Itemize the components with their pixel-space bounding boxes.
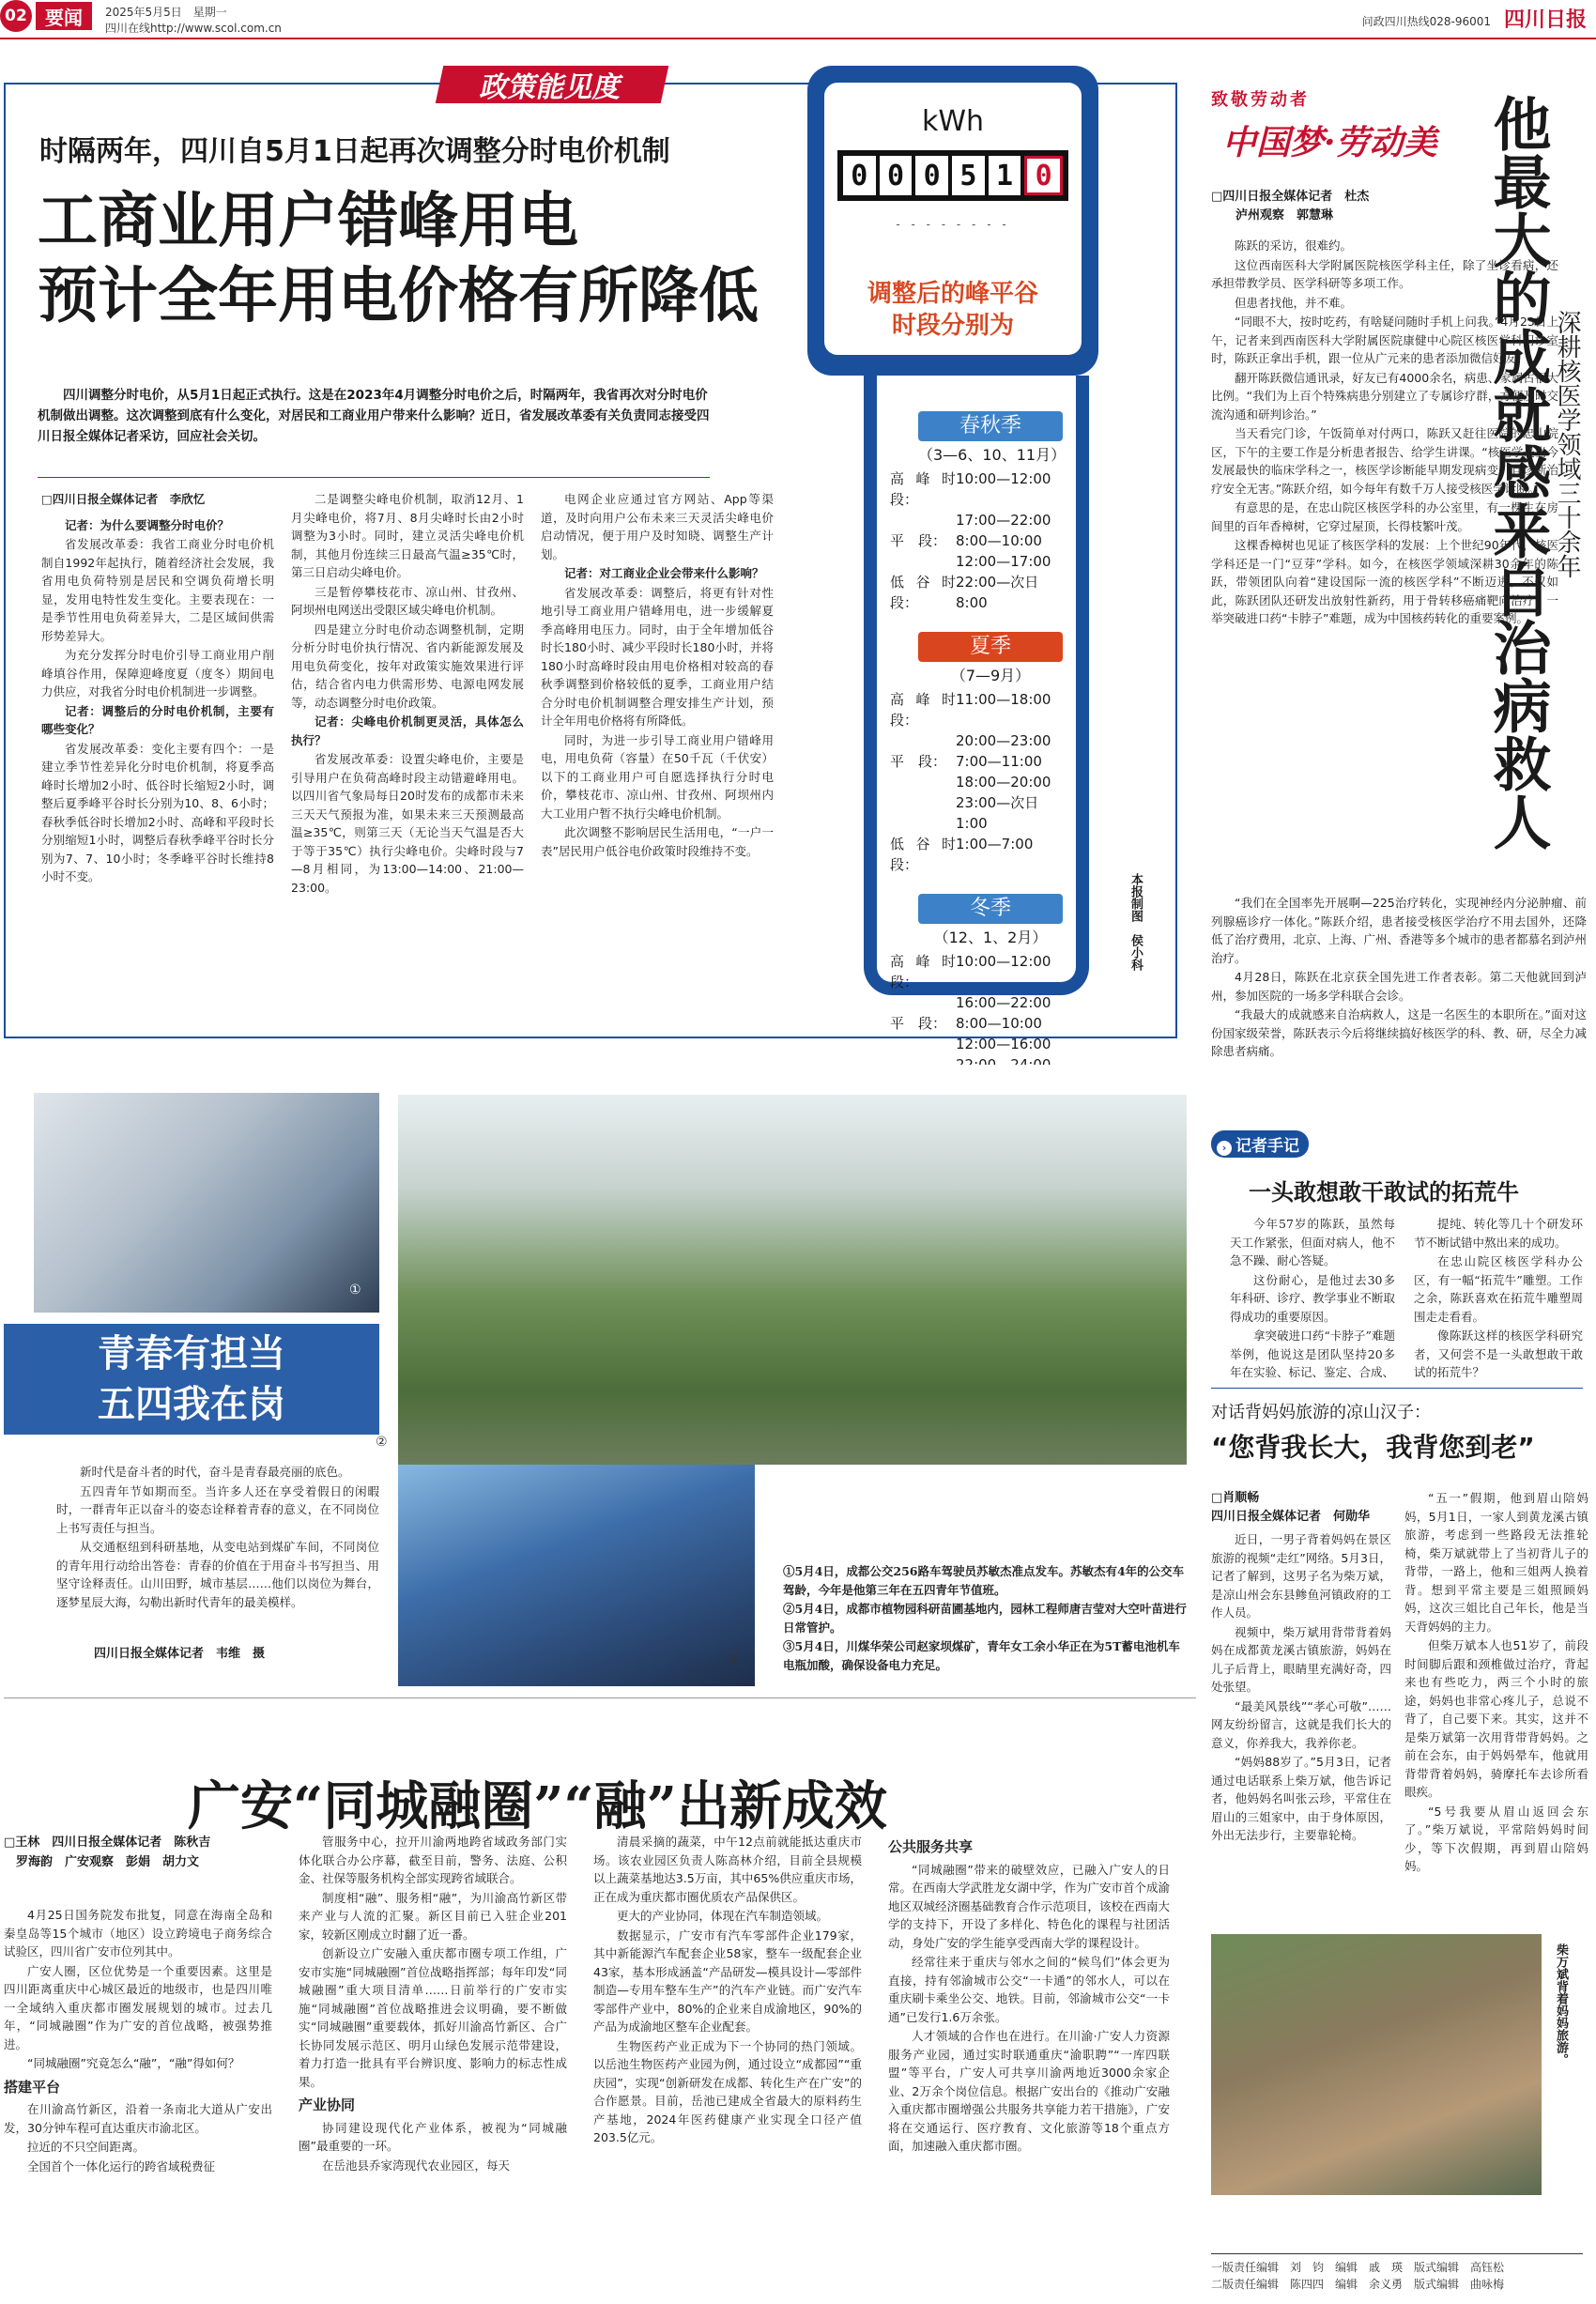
paragraph: “我们在全国率先开展啊—225治疗转化，实现神经内分泌肿瘤、前列腺癌诊疗一体化。”陈跃介绍，患者接受核医学治疗不用去国外，还降低了治疗费用，北京、上海、广州、香港等多个城市的患者都慕名到泸州治疗。 (1211, 896, 1588, 965)
tariff-hours: 12:00—16:00 (956, 1036, 1051, 1052)
right-story-body (1211, 237, 1558, 629)
tariff-period (890, 1034, 956, 1054)
season-months: （3—6、10、11月） (918, 446, 1067, 464)
tariff-period (890, 792, 956, 834)
paragraph: 省发展改革委：我省工商业分时电价机制自1992年起执行，随着经济社会发展，我省用电负荷特别是居民和空调负荷增长明显，发用电特性发生变化。主要表现在：一是季节性用电负荷差异大，二是区域间供需形势差异大。 (41, 537, 274, 643)
paragraph: 三是暂停攀枝花市、凉山州、甘孜州、阿坝州电网送出受限区域尖峰电价机制。 (291, 584, 524, 617)
paragraph: ②5月4日，成都市植物园科研苗圃基地内，园林工程师唐吉莹对大空叶苗进行日常管护。 (783, 1602, 1187, 1635)
paragraph: 记者：为什么要调整分时电价？ (65, 517, 230, 532)
paragraph: 今年57岁的陈跃，虽然每天工作紧张，但面对病人，他不急不躁、耐心答疑。 (1230, 1217, 1395, 1267)
meter-digit: 0 (843, 156, 876, 195)
youth-banner-line-1: 青春有担当 (98, 1332, 285, 1375)
tariff-hours: 1:00—7:00 (956, 836, 1034, 852)
series-logo: 中国梦·劳动美 (1222, 123, 1437, 162)
tariff-row (890, 772, 1068, 792)
meter-unit: kWh (921, 105, 985, 138)
tariff-period: 低谷时段： (890, 836, 956, 873)
paragraph: 陈跃的采访，很难约。 (1235, 238, 1353, 253)
meter-display (837, 150, 1068, 201)
tariff-period (890, 730, 956, 751)
trip-column-2 (1404, 1489, 1588, 1877)
paragraph: 拿突破进口药“卡脖子”难题举例，他说这是团队坚持20多年在实验、标记、鉴定、合成、 (1230, 1329, 1395, 1379)
tariff-block (890, 411, 1068, 613)
paragraph: 在岳池县乔家湾现代农业园区，每天 (322, 2158, 511, 2173)
headline-line-1: 工商业用户错峰用电 (38, 187, 578, 256)
paragraph: 近日，一男子背着妈妈在景区旅游的视频“走红”网络。5月3日，记者了解到，这男子名为柴万斌，是凉山州会东县鲹鱼河镇政府的工作人员。 (1211, 1532, 1391, 1620)
paragraph: 新时代是奋斗者的时代，奋斗是青春最亮丽的底色。 (80, 1465, 350, 1479)
feature-headline (38, 184, 759, 334)
tariff-period: 平 段： (890, 1015, 947, 1032)
tariff-row (890, 530, 1068, 551)
tariff-list (890, 411, 1068, 1135)
paragraph: “我最大的成就感来自治病救人，这是一名医生的本职所在。”面对这份国家级荣誉，陈跃表示今后将继续搞好核医学的科、教、研，尽全力减除患者病痛。 (1211, 1007, 1588, 1058)
paragraph: 四是建立分时电价动态调整机制，定期分析分时电价执行情况、省内新能源发展及用电负荷变化，按年对政策实施效果进行评估，结合省内电力供需形势、电源电网发展等，动态调整分时电价政策。 (291, 622, 524, 710)
notes-tag-icon: › (1217, 1141, 1232, 1156)
paragraph: 管服务中心，拉开川渝两地跨省域政务部门实体化联合办公序幕，截至目前，警务、法庭、公积金、社保等服务机构全部实现跨省域联合。 (299, 1835, 567, 1885)
tariff-period: 高峰时段： (890, 953, 956, 991)
tariff-hours: 10:00—12:00 (956, 470, 1051, 487)
paragraph: 数据显示，广安市有汽车零部件企业179家，其中新能源汽车配套企业58家，整车一级配套企业43家，基本形成涵盖“产品研发—模具设计—零部件制造—专用车整车生产”的汽车产业链。而广安汽车零部件产业中，80%的企业来自成渝地区，90%的产品为成渝地区整车企业配套。 (593, 1928, 862, 2034)
photo-captions (783, 1562, 1190, 1675)
guangan-subhead-1: 搭建平台 (4, 2078, 61, 2096)
paragraph: 此次调整不影响居民生活用电，“一户一表”居民用户低谷电价政策时段维持不变。 (541, 825, 774, 858)
tariff-period (890, 510, 956, 530)
paragraph: 同时，为进一步引导工商业用户错峰用电，用电负荷（容量）在50千瓦（千伏安）以下的工商业用户可自愿选择执行分时电价，攀枝花市、凉山州、甘孜州、阿坝州内大工业用户暂不执行尖峰电价机制。 (541, 732, 774, 821)
tariff-row (890, 572, 1068, 613)
tariff-row (890, 1034, 1068, 1054)
meter-digit: 1 (989, 156, 1021, 195)
tariff-row (890, 689, 1068, 730)
tariff-row (890, 510, 1068, 530)
photo-bus-driver (34, 1093, 379, 1313)
guangan-column-1-body-b (4, 2100, 272, 2175)
tariff-row (890, 730, 1068, 751)
paragraph: 4月28日，陈跃在北京获全国先进工作者表彰。第二天他就回到泸州，参加医院的一场多学科联合会诊。 (1211, 970, 1587, 1003)
issue-date: 2025年5月5日 星期一 (105, 6, 227, 19)
tariff-row (890, 751, 1068, 772)
byline-line-1: □四川日报全媒体记者 杜杰 (1211, 190, 1370, 204)
paragraph: 但柴万斌本人也51岁了，前段时间脚后跟和颈椎做过治疗，背起来也有些吃力，两三个小时的旅途，妈妈也非常心疼儿子，总说不背了，自己要下来。其实，这并不是柴万斌第一次用背带背妈妈。之前在会东，由于妈妈晕车，他就用背带背着妈妈，骑摩托车去诊所看眼疾。 (1404, 1638, 1588, 1799)
tariff-hours: 23:00—次日1:00 (956, 794, 1039, 832)
tariff-period: 高峰时段： (890, 691, 956, 729)
notes-column-2 (1414, 1215, 1583, 1383)
youth-photo-credit: 四川日报全媒体记者 韦维 摄 (94, 1647, 266, 1661)
paragraph: 人才领域的合作也在进行。在川渝·广安人力资源服务产业园，通过实时联通重庆“渝职聘”“一库四联盟”等平台，广安人可共享川渝两地近3000余家企业、2万余个岗位信息。根据广安出台的《推动广安融入重庆都市圈增强公共服务共享能力若干措施》，广安将在交通运行、医疗教育、文化旅游等18个重点方面，加速融入重庆都市圈。 (888, 2029, 1170, 2153)
tariff-period (890, 992, 956, 1013)
photo-label-2: ② (376, 1435, 388, 1450)
paragraph: 更大的产业协同，体现在汽车制造领域。 (617, 1909, 829, 1923)
right-story-body-cont (1211, 894, 1587, 1062)
photo-coal-worker (398, 1465, 755, 1686)
guangan-column-2 (299, 1833, 567, 2175)
guangan-column-4 (888, 1833, 1170, 2157)
guangan-column-2-body (299, 1833, 567, 2091)
guangan-byline-2: 罗海韵 广安观察 彭娟 胡力文 (16, 1855, 200, 1869)
paragraph: “同城融圈”究竟怎么“融”，“融”得如何？ (27, 2056, 240, 2070)
photo-label-3: ③ (727, 1652, 739, 1667)
guangan-column-1-body (4, 1906, 272, 2073)
paragraph: 视频中，柴万斌用背带背着妈妈在成都黄龙溪古镇旅游，妈妈在儿子后背上，眼睛里充满好奇，四处张望。 (1211, 1624, 1391, 1694)
paragraph: ③5月4日，川煤华荣公司赵家坝煤矿，青年女工余小华正在为5T蓄电池机车电瓶加酸，确保设备电力充足。 (783, 1639, 1180, 1672)
feature-column-2 (291, 490, 524, 898)
notes-column-1 (1230, 1215, 1395, 1383)
guangan-byline (4, 1833, 210, 1872)
tariff-row (890, 834, 1068, 875)
paragraph: “最美风景线”“孝心可敬”……网友纷纷留言，这就是我们长大的意义，你养我大，我养你老。 (1211, 1698, 1391, 1750)
feature-tag: 政策能见度 (436, 66, 669, 103)
paragraph: 五四青年节如期而至。当许多人还在享受着假日的闲暇时，一群青年正以奋斗的姿态诠释着青春的意义，在不同岗位上书写责任与担当。 (56, 1483, 379, 1535)
trip-byline-2: 四川日报全媒体记者 何勋华 (1211, 1510, 1371, 1524)
hotline: 问政四川热线028-96001 (1361, 15, 1491, 28)
page-number: 02 (0, 0, 32, 32)
paragraph: 记者：尖峰电价机制更灵活，具体怎么执行？ (291, 714, 524, 747)
paragraph: 4月25日国务院发布批复，同意在海南全岛和秦皇岛等15个城市（地区）设立跨境电子商务综合试验区，四川省广安市位列其中。 (4, 1908, 272, 1958)
paragraph: 这位西南医科大学附属医院核医学科主任，除了坐诊看病，还承担带教学员、医学科研等多项工作。 (1211, 257, 1558, 290)
meter-digit: 0 (1024, 156, 1063, 195)
guangan-title: 广安“同城融圈”“融”出新成效 (188, 1775, 887, 1837)
youth-body (56, 1463, 379, 1612)
photo-label-1: ① (349, 1283, 361, 1298)
paragraph: 拉近的不只空间距离。 (27, 2140, 146, 2154)
tariff-hours: 10:00—12:00 (956, 953, 1051, 970)
tariff-hours: 8:00—10:00 (956, 1015, 1042, 1032)
youth-banner (4, 1324, 379, 1435)
section-divider (4, 1697, 1196, 1698)
paragraph: 这份耐心，是他过去30多年科研、诊疗、教学事业不断取得成功的重要原因。 (1230, 1272, 1395, 1324)
trip-title: “您背我长大，我背您到老” (1211, 1432, 1535, 1463)
feature-column-3 (541, 490, 774, 861)
notes-divider (1211, 1388, 1583, 1389)
paragraph: 记者：对工商业企业会带来什么影响？ (564, 566, 764, 580)
paragraph: 二是调整尖峰电价机制，取消12月、1月尖峰电价，将7月、8月尖峰时长由2小时调整为3小时。同时，建立灵活尖峰电价机制，其他月份连续三日最高气温≥35℃时，第三日启动尖峰电价。 (291, 492, 524, 579)
tariff-row (890, 951, 1068, 992)
tariff-period: 平 段： (890, 753, 947, 770)
trip-column-1 (1211, 1530, 1391, 1846)
paragraph: ①5月4日，成都公交256路车驾驶员苏敏杰准点发车。苏敏杰有4年的公交车驾龄，今年是他第三年在五四青年节值班。 (783, 1564, 1185, 1597)
paragraph: 全国首个一体化运行的跨省域税费征 (27, 2158, 216, 2173)
notes-tag (1211, 1130, 1309, 1158)
paragraph: 在川渝高竹新区，沿着一条南北大道从广安出发，30分钟车程可直达重庆市渝北区。 (4, 2102, 272, 2135)
feature-byline: □四川日报全媒体记者 李欣忆 (41, 492, 206, 506)
feature-kicker: 时隔两年，四川自5月1日起再次调整分时电价机制 (39, 135, 670, 168)
meter-scale: - - - - - - - - (896, 218, 1010, 231)
tariff-hours: 20:00—23:00 (956, 732, 1051, 749)
tariff-period (890, 772, 956, 792)
trip-kicker: 对话背妈妈旅游的凉山汉子： (1211, 1403, 1431, 1422)
guangan-column-1 (4, 1906, 272, 2176)
tariff-row (890, 1013, 1068, 1034)
paragraph: 记者：调整后的分时电价机制，主要有哪些变化？ (41, 703, 274, 736)
tariff-period: 高峰时段： (890, 470, 956, 508)
paragraph: 生物医药产业正成为下一个协同的热门领域。以岳池生物医药产业园为例，通过设立“成都园”“重庆园”，实现“创新研发在成都、转化生产在广安”的合作愿景。目前，岳池已建成全省最大的原料药生产基地，2024年医药健康产业实现全口径产值203.5亿元。 (593, 2038, 862, 2144)
paragraph: “五一”假期，他到眉山陪妈妈，5月1日，一家人到黄龙溪古镇旅游，考虑到一些路段无法推轮椅，柴万斌就带上了当初背儿子的背带，一路上，他和三姐两人换着背。想到平常主要是三姐照顾妈妈，这次三姐比自己年长，他是当天背妈妈的主力。 (1404, 1491, 1588, 1634)
feature-lead: 四川调整分时电价，从5月1日起正式执行。这是在2023年4月调整分时电价之后，时隔两年，我省再次对分时电价机制做出调整。这次调整到底有什么变化，对居民和工商业用户带来什么影响？近日，省发展改革委有关负责同志接受四川日报全媒体记者采访，回应社会关切。 (38, 388, 710, 444)
paragraph: 协同建设现代化产业体系，被视为“同城融圈”最重要的一环。 (299, 2120, 567, 2153)
paragraph: 广安人圈，区位优势是一个重要因素。这里是四川距离重庆中心城区最近的地级市，也是四川唯一全域纳入重庆都市圈发展规划的城市。过去几年，“同城融圈”作为广安的首位战略，被强势推进。 (4, 1963, 272, 2051)
paragraph: 经常往来于重庆与邻水之间的“候鸟们”体会更为直接，持有邻渝城市公交“一卡通”的邻水人，可以在重庆刷卡乘坐公交、地铁。目前，邻渝城市公交“一卡通”已发行1.6万余张。 (888, 1955, 1170, 2024)
paragraph: 省发展改革委：设置尖峰电价，主要是引导用户在负荷高峰时段主动错避峰用电。以四川省气象局每日20时发布的成都市未来三天天气预报为准，如果未来三天预测最高温≥35℃，则第三天（无论当天气温是否大于等于35℃）执行尖峰电价。尖峰时段与7—8月相同，为13:00—14:00、21:00—23:00。 (291, 752, 524, 895)
section-label: 要闻 (36, 2, 92, 30)
footer-divider (1211, 2253, 1583, 2254)
tariff-period: 低谷时段： (890, 574, 956, 611)
paragraph: “5号我要从眉山返回会东了。”柴万斌说，平常陪妈妈时间少，等下次假期，再到眉山陪妈妈。 (1404, 1804, 1588, 1873)
site-url[interactable]: 四川在线http://www.scol.com.cn (105, 22, 282, 35)
trip-photo (1211, 1934, 1542, 2195)
right-story-subtitle: 深耕核医学领域三十余年 (1553, 310, 1581, 578)
trip-photo-caption: 柴万斌背着妈妈旅游。 (1554, 1943, 1568, 2066)
notes-title: 一头敢想敢干敢试的拓荒牛 (1249, 1179, 1519, 1206)
meter-digit: 0 (880, 156, 913, 195)
paragraph: 像陈跃这样的核医学科研究者，又何尝不是一头敢想敢干敢试的拓荒牛？ (1414, 1329, 1583, 1379)
youth-banner-line-2: 五四我在岗 (98, 1383, 285, 1426)
paragraph: 但患者找他，并不难。 (1235, 295, 1353, 310)
graphic-credit: 本报制图 侯小科 (1128, 873, 1143, 971)
header-divider (0, 38, 1596, 39)
notes-tag-label: 记者手记 (1235, 1137, 1299, 1156)
tariff-hours: 18:00—20:00 (956, 774, 1051, 791)
feature-column-1-body (41, 516, 274, 886)
photo-nursery (398, 1095, 1187, 1465)
guangan-column-3 (593, 1833, 862, 2148)
meter-caption (824, 278, 1082, 342)
right-story-byline (1211, 188, 1369, 225)
tariff-hours: 16:00—22:00 (956, 994, 1051, 1011)
tariff-hours: 8:00—10:00 (956, 532, 1042, 549)
meter-digit: 5 (952, 156, 985, 195)
tariff-period (890, 551, 956, 572)
headline-line-2: 预计全年用电价格有所降低 (38, 262, 759, 331)
newspaper-logo: 四川日报 (1503, 8, 1587, 32)
season-label: 春秋季 (918, 411, 1063, 441)
season-months: （12、1、2月） (933, 929, 1048, 946)
feature-column-1 (41, 490, 274, 887)
tariff-row (890, 992, 1068, 1013)
paragraph: 创新设立广安融入重庆都市圈专项工作组，广安市实施“同城融圈”首位战略指挥部；每年印发“同城融圈”重大项目清单……日前举行的广安市实施“同城融圈”首位战略推进会议明确，要不断做实“同城融圈”重要载体，抓好川渝高竹新区、合广长协同发展示范区、明月山绿色发展示范带建设，着力打造一批具有平台辨识度、影响力的标志性成果。 (299, 1946, 567, 2089)
paragraph: 翻开陈跃微信通讯录，好友已有4000余名，病患、家属占很大比例。“我们为上百个特殊病患分别建立了专属诊疗群，方便及时交流沟通和研判诊治。” (1211, 370, 1558, 422)
editor-credits-1: 一版责任编辑 刘 钧 编辑 戚 瑛 版式编辑 高钰松 (1211, 2261, 1505, 2274)
paragraph: “妈妈88岁了。”5月3日，记者通过电话联系上柴万斌，他告诉记者，他妈妈名叫张云珍，平常住在眉山的三姐家中，由于身体原因，外出无法步行，主要靠轮椅。 (1211, 1755, 1391, 1842)
trip-byline-1: □肖顺畅 (1211, 1491, 1260, 1505)
season-label: 夏季 (918, 632, 1063, 662)
paragraph: 这棵香樟树也见证了核医学科的发展：上个世纪90年代，核医学科还是一门“豆芽”学科。如今，在核医学领域深耕30余年的陈跃，带领团队向着“建设国际一流的核医学科”不断迈进。不仅如此，陈跃团队还研发出放射性新药，用于骨转移癌痛靶向治疗，一举突破进口药“卡脖子”难题，成为中国核药转化的重要案例。 (1211, 538, 1558, 625)
guangan-subhead-3: 公共服务共享 (888, 1838, 974, 1855)
season-months: （7—9月） (950, 667, 1031, 684)
paragraph: 省发展改革委：调整后，将更有针对性地引导工商业用户错峰用电，进一步缓解夏季高峰用电压力。同时，由于全年增加低谷时长180小时、减少平段时长180小时，并将180小时高峰时段由用电价格相对较高的春秋季调整到价格较低的夏季，工商业用户结合分时电价机制调整合理安排生产计划，预计全年用电价格将有所降低。 (541, 585, 774, 728)
paragraph: 在忠山院区核医学科办公区，有一幅“拓荒牛”雕塑。工作之余，陈跃喜欢在拓荒牛雕塑周围走走看看。 (1414, 1254, 1583, 1324)
paragraph: 当天看完门诊，午饭简单对付两口，陈跃又赶往医院的忠山院区，下午的主要工作是分析患者报告、给学生讲课。“核医学是当今发展最快的临床学科之一，核医学诊断能早期发现病变，且诊断治疗安全无害。”陈跃介绍，如今每年有数千万人接受核医学诊断。 (1211, 426, 1558, 496)
series-logo-small: 致敬劳动者 (1211, 90, 1310, 110)
paragraph: 省发展改革委：变化主要有四个：一是建立季节性差异化分时电价机制，将夏季高峰时长增加2小时、低谷时长缩短2小时，调整后夏季峰平谷时长分别为10、8、6小时；春秋季低谷时长增加2小时、高峰和平段时长分别缩短1小时，调整后春秋季峰平谷时长分别为7、7、10小时；冬季峰平谷时长维持8小时不变。 (41, 741, 274, 883)
tariff-row (890, 792, 1068, 834)
paragraph: “同城融圈”带来的破壁效应，已融入广安人的日常。在西南大学武胜龙女湖中学，作为广安市首个成渝地区双城经济圈基础教育合作示范项目，该校在西南大学的支持下，开设了多样化、特色化的课程与社团活动，身处广安的学生能享受西南大学的课程设计。 (888, 1862, 1171, 1950)
guangan-byline-1: □王林 四川日报全媒体记者 陈秋吉 (4, 1836, 211, 1850)
guangan-column-4-body (888, 1861, 1170, 2156)
tariff-hours: 22:00—次日8:00 (956, 574, 1039, 611)
tariff-row (890, 551, 1068, 572)
tariff-hours: 12:00—17:00 (956, 553, 1051, 570)
paragraph: 电网企业应通过官方网站、App等渠道，及时向用户公布未来三天灵活尖峰电价启动情况，便于用户及时知晓、调整生产计划。 (541, 492, 774, 561)
meter-digit: 0 (915, 156, 948, 195)
paragraph: 为充分发挥分时电价引导工商业用户削峰填谷作用，保障迎峰度夏（度冬）期间电力供应，对我省分时电价机制进一步调整。 (41, 648, 274, 699)
season-label: 冬季 (918, 894, 1063, 924)
meter-caption-line-1: 调整后的峰平谷 (867, 280, 1038, 308)
right-story-title: 他最大的成就感来自治病救人 (1483, 94, 1552, 851)
paragraph: 有意思的是，在忠山院区核医学科的办公室里，有一棵生在房间里的百年香樟树，它穿过屋顶，长得枝繁叶茂。 (1211, 500, 1558, 533)
trip-byline (1211, 1489, 1370, 1527)
lead-divider (38, 477, 710, 478)
tariff-period: 平 段： (890, 532, 947, 549)
guangan-subhead-2: 产业协同 (299, 2097, 356, 2113)
tariff-block (890, 632, 1068, 875)
guangan-column-2-body-b (299, 2119, 567, 2175)
tariff-hours: 7:00—11:00 (956, 753, 1042, 770)
tariff-hours: 17:00—22:00 (956, 512, 1051, 529)
paragraph: “同眼不大，按时吃药，有啥疑问随时手机上问我。”4月23日上午，记者来到西南医科大学附属医院康健中心院区核医学科门诊室时，陈跃正拿出手机，跟一位从广元来的患者添加微信好友。 (1211, 315, 1558, 365)
meter-caption-line-2: 时段分别为 (891, 312, 1014, 340)
paragraph: 清晨采摘的蔬菜，中午12点前就能抵达重庆市场。该农业园区负责人陈高林介绍，目前全县规模以上蔬菜基地达3.5万亩，其中65%供应重庆市场，正在成为重庆都市圈优质农产品保供区。 (593, 1835, 862, 1904)
paragraph: 提纯、转化等几十个研发环节不断试错中熬出来的成功。 (1414, 1217, 1583, 1250)
tariff-row (890, 468, 1068, 510)
editor-credits-2: 二版责任编辑 陈四四 编辑 余义勇 版式编辑 曲咏梅 (1211, 2278, 1505, 2291)
tariff-hours: 11:00—18:00 (956, 691, 1051, 708)
paragraph: 制度相“融”、服务相“融”，为川渝高竹新区带来产业与人流的汇聚。新区目前已入驻企业201家，较新区刚成立时翻了近一番。 (299, 1890, 567, 1942)
byline-line-2: 泸州观察 郭慧琳 (1235, 208, 1334, 223)
paragraph: 从交通枢纽到科研基地，从变电站到煤矿车间，不同岗位的青年用行动给出答卷：青春的价值在于用奋斗书写担当、用坚守诠释责任。山川田野，城市基层……他们以岗位为舞台，逐梦星辰大海，勾勒出新时代青年的最美模样。 (56, 1540, 379, 1609)
